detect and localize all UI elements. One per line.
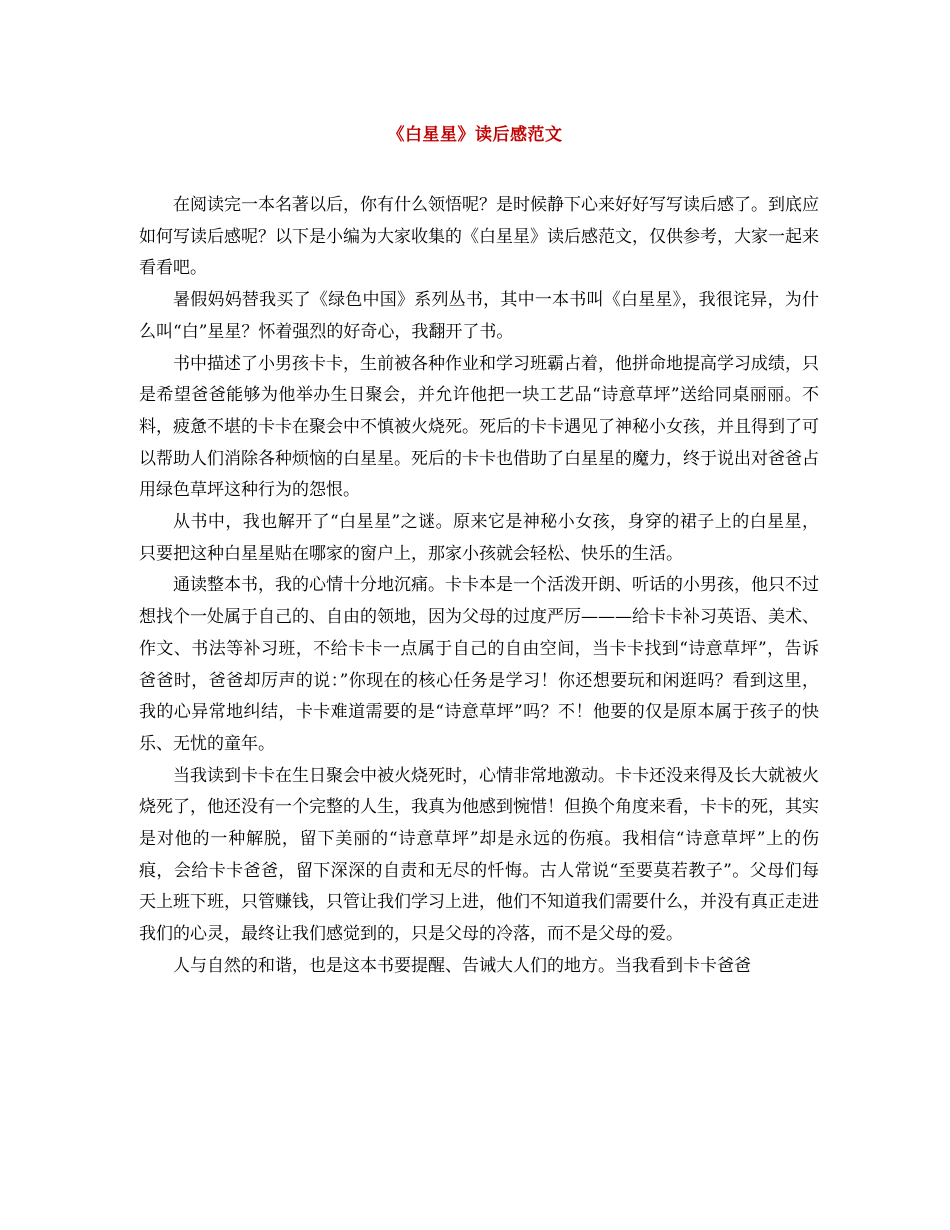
paragraph-6: 当我读到卡卡在生日聚会中被火烧死时，心情非常地激动。卡卡还没来得及长大就被火烧死了，他还没有一个完整的人生，我真为他感到惋惜！但换个角度来看，卡卡的死，其实是对他的一种解脱，留下美丽的“诗意草坪”却是永远的伤痕。我相信“诗意草坪”上的伤痕，会给卡卡爸爸，留下深深的自责和无尽的忏悔。古人常说“至要莫若教子”。父母们每天上班下班，只管赚钱，只管让我们学习上进，他们不知道我们需要什么，并没有真正走进我们的心灵，最终让我们感觉到的，只是父母的冷落，而不是父母的爱。 <box>139 765 819 945</box>
paragraph-1: 在阅读完一本名著以后，你有什么领悟呢？是时候静下心来好好写写读后感了。到底应如何写读后感呢？以下是小编为大家收集的《白星星》读后感范文，仅供参考，大家一起来看看吧。 <box>139 195 819 279</box>
paragraph-3: 书中描述了小男孩卡卡，生前被各种作业和学习班霸占着，他拼命地提高学习成绩，只是希望爸爸能够为他举办生日聚会，并允许他把一块工艺品“诗意草坪”送给同桌丽丽。不料，疲惫不堪的卡卡在聚会中不慎被火烧死。死后的卡卡遇见了神秘小女孩，并且得到了可以帮助人们消除各种烦恼的白星星。死后的卡卡也借助了白星星的魔力，终于说出对爸爸占用绿色草坪这种行为的怨恨。 <box>139 353 819 501</box>
document-title: 《白星星》读后感范文 <box>387 125 563 145</box>
paragraph-5: 通读整本书，我的心情十分地沉痛。卡卡本是一个活泼开朗、听话的小男孩，他只不过想找个一处属于自己的、自由的领地，因为父母的过度严厉———给卡卡补习英语、美术、作文、书法等补习班，不给卡卡一点属于自己的自由空间，当卡卡找到“诗意草坪”，告诉爸爸时，爸爸却厉声的说：”你现在的核心任务是学习！你还想要玩和闲逛吗？看到这里，我的心异常地纠结，卡卡难道需要的是“诗意草坪”吗？不！他要的仅是原本属于孩子的快乐、无忧的童年。 <box>139 575 819 754</box>
paragraph-2: 暑假妈妈替我买了《绿色中国》系列丛书，其中一本书叫《白星星》，我很诧异，为什么叫“白”星星？怀着强烈的好奇心，我翻开了书。 <box>139 290 819 342</box>
paragraph-4: 从书中，我也解开了“白星星”之谜。原来它是神秘小女孩，身穿的裙子上的白星星，只要把这种白星星贴在哪家的窗户上，那家小孩就会轻松、快乐的生活。 <box>139 512 819 564</box>
document-body <box>139 190 819 983</box>
paragraph-7: 人与自然的和谐，也是这本书要提醒、告诫大人们的地方。当我看到卡卡爸爸 <box>173 955 751 976</box>
